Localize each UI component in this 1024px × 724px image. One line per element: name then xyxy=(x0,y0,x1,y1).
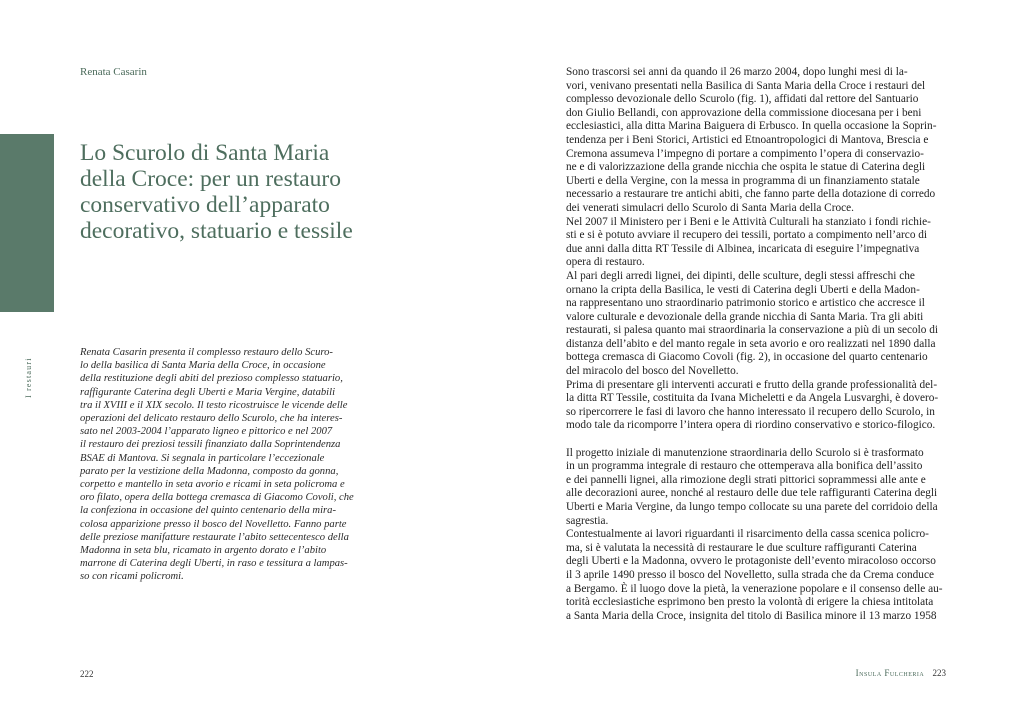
article-title xyxy=(80,140,410,244)
body-line: complesso devozionale dello Scurolo (fig. 1), affidati dal rettore del Santuario xyxy=(566,93,919,106)
title-line: della Croce: per un restauro xyxy=(80,166,342,192)
body-line: Prima di presentare gli interventi accurati e frutto della grande professionalità del- xyxy=(566,378,938,391)
paragraph-gap xyxy=(566,433,948,447)
body-line: na rappresentano uno straordinario patrimonio storico e artistico che accresce il xyxy=(566,297,925,310)
body-line: Uberti e Maria Vergine, da lungo tempo collocate su una parete del corridoio della xyxy=(566,501,938,513)
body-line: due anni dalla ditta RT Tessile di Albinea, incaricata di eseguire l’impegnativa xyxy=(566,242,920,255)
body-line: restaurati, si palesa quanto mai straordinaria la conservazione a più di un secolo di xyxy=(566,324,939,337)
abstract-line: parato per la vestizione della Madonna, composto da gonna, xyxy=(80,465,339,477)
body-line: la ditta RT Tessile, costituita da Ivana Micheletti e da Angela Lusvarghi, è dovero- xyxy=(566,392,939,405)
body-line: distanza dell’abito e del manto regale in seta avorio e oro realizzati nel 1890 dalla xyxy=(566,337,936,350)
body-line: ne e di valorizzazione della grande nicchia che ospita le statue di Caterina degli xyxy=(566,161,926,174)
section-side-label: I restauri xyxy=(24,357,33,398)
body-line: tendenza per i Beni Storici, Artistici ed Etnoantropologici di Mantova, Brescia e xyxy=(566,133,929,146)
section-tab-bar xyxy=(0,134,54,312)
body-line: in un programma integrale di restauro che ottemperava alla bonifica dell’assito xyxy=(566,460,923,473)
body-line: modo tale da ricomporre l’intera opera di riordino conservativo e storico-filogico. xyxy=(566,419,936,432)
body-line: a Bergamo. È il luogo dove la pietà, la venerazione popolare e il consenso delle au- xyxy=(566,582,943,595)
body-line: sagrestia. xyxy=(566,514,609,527)
abstract-line: delle preziose manifatture restaurate l’abito settecentesco della xyxy=(80,531,349,543)
body-line: il 3 aprile 1490 presso il bosco del Novelletto, sulla strada che da Crema conduce xyxy=(566,568,934,581)
body-line: del miracolo del bosco del Novelletto. xyxy=(566,365,739,378)
body-line: Sono trascorsi sei anni da quando il 26 marzo 2004, dopo lunghi mesi di la- xyxy=(566,66,908,78)
abstract-line: sato nel 2003-2004 l’apparato ligneo e pittorico e nel 2007 xyxy=(80,426,333,438)
abstract-line: Madonna in seta blu, ricamato in argento dorato e l’abito xyxy=(80,545,327,557)
body-line: dei venerati simulacri dello Scurolo di Santa Maria della Croce. xyxy=(566,201,854,214)
abstract-line: il restauro dei preziosi tessili finanziato dalla Soprintendenza xyxy=(80,439,341,451)
body-line: a Santa Maria della Croce, insignita del titolo di Basilica minore il 13 marzo 1958 xyxy=(566,609,937,622)
body-line: vori, venivano presentati nella Basilica di Santa Maria della Croce i restauri del xyxy=(566,79,926,92)
page-footer-right xyxy=(856,668,946,678)
author-name: Renata Casarin xyxy=(80,66,147,78)
page-number-right: 223 xyxy=(932,668,946,678)
abstract-line: corpetto e mantello in seta avorio e ricami in seta policroma e xyxy=(80,479,345,491)
body-line: torità ecclesiastiche esprimono ben presto la volontà di erigere la chiesa intitolata xyxy=(566,596,934,609)
body-line: Nel 2007 il Ministero per i Beni e le Attività Culturali ha stanziato i fondi richie- xyxy=(566,215,931,228)
abstract-line: colosa apparizione presso il bosco del Novelletto. Fanno parte xyxy=(80,518,347,530)
article-abstract xyxy=(80,346,380,584)
body-line: Al pari degli arredi lignei, dei dipinti, delle sculture, degli stessi affreschi che xyxy=(566,269,915,282)
page-number-left: 222 xyxy=(80,669,94,679)
abstract-line: marrone di Caterina degli Uberti, in raso e tessitura a lampas- xyxy=(80,558,348,570)
body-line: Cremona assumeva l’impegno di portare a compimento l’opera di conservazio- xyxy=(566,147,924,160)
body-line: sti e si è potuto avviare il recupero dei tessili, portato a compimento nell’arco di xyxy=(566,229,928,242)
abstract-line: BSAE di Mantova. Si segnala in particolare l’eccezionale xyxy=(80,452,325,464)
body-line: valore culturale e devozionale della grande nicchia di Santa Maria. Tra gli abiti xyxy=(566,310,924,323)
running-head: Insula Fulcheria xyxy=(855,668,925,678)
article-body xyxy=(566,66,948,623)
abstract-line: la confeziona in occasione del quinto centenario della mira- xyxy=(80,505,336,517)
abstract-line: so con ricami policromi. xyxy=(80,571,184,583)
abstract-line: oro filato, opera della bottega cremasca di Giacomo Covoli, che xyxy=(80,492,354,504)
abstract-line: lo della basilica di Santa Maria della Croce, in occasione xyxy=(80,360,326,372)
body-line: degli Uberti e la Madonna, ovvero le protagoniste dell’evento miracoloso occorso xyxy=(566,555,936,568)
body-line: alle decorazioni auree, nonché al restauro delle due tele raffiguranti Caterina degli xyxy=(566,487,938,500)
abstract-line: raffigurante Caterina degli Uberti e Maria Vergine, databili xyxy=(80,386,336,398)
body-line: don Giulio Bellandi, con approvazione della commissione diocesana per i beni xyxy=(566,106,922,119)
abstract-line: operazioni del delicato restauro dello Scurolo, che ha interes- xyxy=(80,413,343,425)
body-line: Il progetto iniziale di manutenzione straordinaria dello Scurolo si è trasformato xyxy=(566,446,924,459)
body-line: Uberti e della Vergine, con la messa in programma di un finanziamento statale xyxy=(566,174,920,187)
body-line: ma, si è valutata la necessità di restaurare le due sculture raffiguranti Caterina xyxy=(566,541,917,554)
title-line: decorativo, statuario e tessile xyxy=(80,218,353,244)
body-line: Contestualmente ai lavori riguardanti il risarcimento della cassa scenica policro- xyxy=(566,528,929,541)
body-line: ecclesiastici, alla ditta Marina Baiguera di Erbusco. In quella occasione la Soprin- xyxy=(566,120,937,133)
body-line: necessario a restaurare tre antichi abiti, che fanno parte della dotazione di corredo xyxy=(566,188,936,201)
abstract-line: tra il XVIII e il XIX secolo. Il testo ricostruisce le vicende delle xyxy=(80,399,348,411)
abstract-line: Renata Casarin presenta il complesso restauro dello Scuro- xyxy=(80,347,333,358)
body-line: e dei pannelli lignei, alla rimozione degli strati pittorici soprammessi alle ante e xyxy=(566,473,926,486)
title-line: Lo Scurolo di Santa Maria xyxy=(80,140,330,166)
body-line: ornano la cripta della Basilica, le vesti di Caterina degli Uberti e della Madon- xyxy=(566,283,920,296)
title-line: conservativo dell’apparato xyxy=(80,192,330,218)
body-line: so ripercorrere le fasi di lavoro che hanno interessato il recupero dello Scurolo, in xyxy=(566,405,935,418)
body-line: bottega cremasca di Giacomo Covoli (fig. 2), in occasione del quarto centenario xyxy=(566,351,928,364)
body-line: opera di restauro. xyxy=(566,256,645,269)
abstract-line: della restituzione degli abiti del prezioso complesso statuario, xyxy=(80,373,343,385)
